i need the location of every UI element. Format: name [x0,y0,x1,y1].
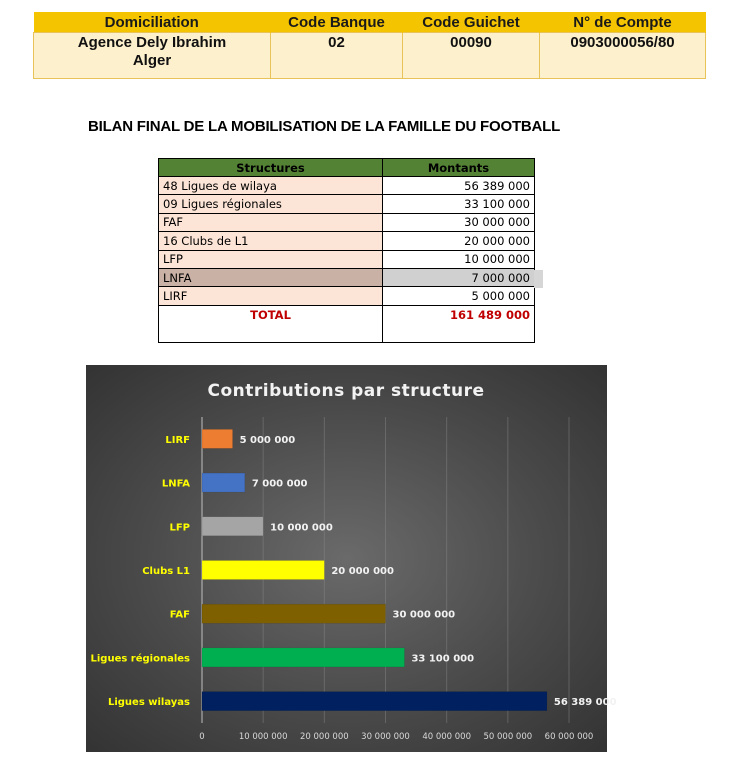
total-label: TOTAL [159,305,383,342]
header-code-guichet: Code Guichet [403,12,540,33]
numero-compte-cell: 0903000056/80 [540,33,706,79]
value-label: 5 000 000 [239,434,296,446]
table-row [159,177,535,195]
header-numero-compte: N° de Compte [540,12,706,33]
x-tick-label: 30 000 000 [361,732,410,742]
row-value: 7 000 000 [383,268,535,286]
table-row-highlighted [159,268,535,286]
table-row [159,232,535,250]
category-label: LNFA [161,478,190,490]
row-value: 20 000 000 [383,232,535,250]
table-row [159,287,535,305]
domiciliation-line2: Alger [132,52,172,69]
x-tick-label: 20 000 000 [299,732,349,742]
contributions-chart [86,365,617,752]
value-label: 10 000 000 [270,522,333,534]
x-tick-label: 60 000 000 [544,732,594,742]
header-montants: Montants [383,159,535,177]
header-code-banque: Code Banque [271,12,403,33]
row-value: 10 000 000 [383,250,535,268]
category-label: FAF [169,609,190,621]
x-tick-label: 50 000 000 [483,732,533,742]
row-label: 48 Ligues de wilaya [159,177,383,195]
header-structures: Structures [159,159,383,177]
domiciliation-line1: Agence Dely Ibrahim [77,34,227,51]
value-label: 30 000 000 [392,609,456,621]
value-label: 56 389 000 [553,697,617,709]
table-row [159,250,535,268]
category-label: Clubs L1 [142,566,190,577]
chart-title: Contributions par structure [207,381,485,401]
x-tick-label: 40 000 000 [422,732,472,742]
value-label: 7 000 000 [251,478,308,490]
bar-ligues-wilayas [202,692,547,711]
total-value: 161 489 000 [383,305,535,342]
row-label: LFP [159,250,383,268]
x-tick-label: 0 [199,732,205,742]
summary-table [158,158,535,343]
domiciliation-cell [34,33,271,79]
table-row [159,195,535,213]
row-label: 09 Ligues régionales [159,195,383,213]
row-label: 16 Clubs de L1 [159,232,383,250]
row-label: LIRF [159,287,383,305]
row-value: 33 100 000 [383,195,535,213]
code-banque-cell: 02 [271,33,403,79]
bar-ligues-r-gionales [202,648,404,667]
row-label: FAF [159,213,383,231]
row-value: 5 000 000 [383,287,535,305]
bar-faf [202,604,386,623]
value-label: 33 100 000 [411,653,475,665]
highlight-extension [534,270,543,288]
bar-lirf [202,429,233,448]
x-tick-label: 10 000 000 [238,732,288,742]
total-row [159,305,535,342]
code-guichet-cell: 00090 [403,33,540,79]
page-title: BILAN FINAL DE LA MOBILISATION DE LA FAMILLE DU FOOTBALL [88,118,561,135]
category-label: LFP [169,522,190,534]
bar-lnfa [202,473,245,492]
value-label: 20 000 000 [331,566,394,577]
bar-clubs-l1 [202,561,324,580]
header-domiciliation: Domiciliation [34,12,271,33]
table-row [159,213,535,231]
category-label: Ligues régionales [90,653,190,665]
bar-lfp [202,517,263,536]
bank-info-table [33,12,706,79]
chart-svg [86,365,617,752]
category-label: Ligues wilayas [107,697,190,709]
row-value: 30 000 000 [383,213,535,231]
row-value: 56 389 000 [383,177,535,195]
row-label: LNFA [159,268,383,286]
category-label: LIRF [165,434,190,446]
